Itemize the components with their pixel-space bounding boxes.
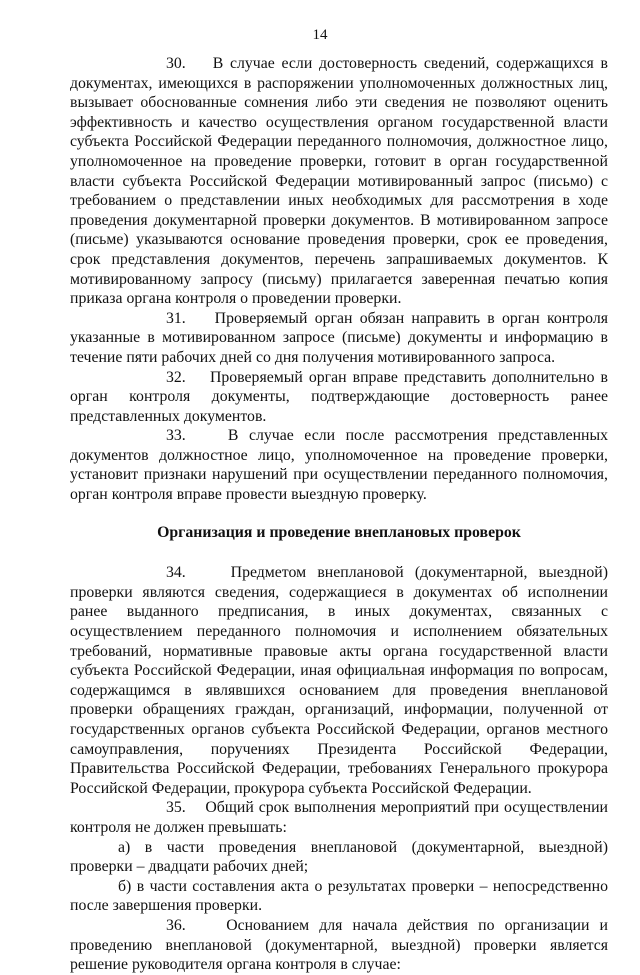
paragraph-32 (70, 368, 608, 427)
paragraph-text: Основанием для начала действия по организации и проведению внеплановой (документарной, выездной) проверки является решение руководителя органа контроля в случае: (70, 916, 608, 974)
paragraph-text: Общий срок выполнения мероприятий при осуществлении контроля не должен превышать: (70, 799, 609, 836)
paragraph-number: 33. (166, 427, 186, 445)
paragraph-36 (70, 916, 608, 975)
paragraph-number: 34. (166, 564, 186, 582)
paragraph-text: Проверяемый орган вправе представить дополнительно в орган контроля документы, подтверждающие достоверность ранее представленных документов. (70, 368, 609, 425)
paragraph-text: б) в части составления акта о результатах проверки – непосредственно после завершения проверки. (70, 877, 608, 915)
paragraph-34 (70, 563, 608, 798)
paragraph-number: 36. (166, 916, 186, 934)
paragraph-30 (70, 54, 608, 309)
paragraph-number: 32. (166, 368, 186, 386)
document-body (70, 54, 608, 975)
paragraph-35 (70, 798, 608, 837)
paragraph-35-b (70, 877, 608, 916)
paragraph-33 (70, 426, 608, 504)
paragraph-text: В случае если после рассмотрения представленных документов должностное лицо, уполномоченное на проведение проверки, установит признаки нарушений при осуществлении переданного полномочия, орган контроля вправе провести выездную проверку. (70, 427, 609, 504)
paragraph-number: 35. (166, 799, 186, 817)
paragraph-text: В случае если достоверность сведений, содержащихся в документах, имеющихся в распоряжении уполномоченных должностных лиц, вызывает обоснованные сомнения либо эти сведения не позволяют оценить эффективность и качество осуществления органом государственной власти субъекта Российской Федерации переданного полномочия, должностное лицо, уполномоченное на проведение проверки, готовит в орган государственной власти субъекта Российской Федерации мотивированный запрос (письмо) с требованием о представлении иных необходимых для рассмотрения в ходе проведения документарной проверки документов. В мотивированном запросе (письме) указываются основание проведения проверки, срок ее проведения, срок представления документов, перечень запрашиваемых документов. К мотивированному запросу (письму) прилагается заверенная печатью копия приказа органа контроля о проведении проверки. (70, 55, 608, 308)
paragraph-text: Предметом внеплановой (документарной, выездной) проверки являются сведения, содержащиеся в документах об исполнении ранее выданного предписания, в иных документах, связанных с осуществлением переданного полномочия и исполнением обязательных требований, нормативные правовые акты органа государственной власти субъекта Российской Федерации, иная официальная информация по вопросам, содержащимся в являвшихся основанием для проведения внеплановой проверки обращениях граждан, организаций, информации, полученной от государственных органов субъекта Российской Федерации, органов местного самоуправления, поручениях Президента Российской Федерации, Правительства Российской Федерации, требованиях Генерального прокурора Российской Федерации, прокурора субъекта Российской Федерации. (70, 564, 609, 797)
paragraph-text: а) в части проведения внеплановой (документарной, выездной) проверки – двадцати рабочих дней; (70, 838, 608, 876)
paragraph-number: 30. (166, 55, 186, 72)
paragraph-35-a (70, 838, 608, 877)
page-number: 14 (312, 27, 328, 43)
paragraph-31 (70, 309, 608, 368)
paragraph-text: Проверяемый орган обязан направить в орган контроля указанные в мотивированном запросе (письме) документы и информацию в течение пяти рабочих дней со дня получения мотивированного запроса. (70, 309, 609, 366)
section-heading: Организация и проведение внеплановых проверок (157, 523, 521, 541)
paragraph-number: 31. (166, 309, 186, 327)
